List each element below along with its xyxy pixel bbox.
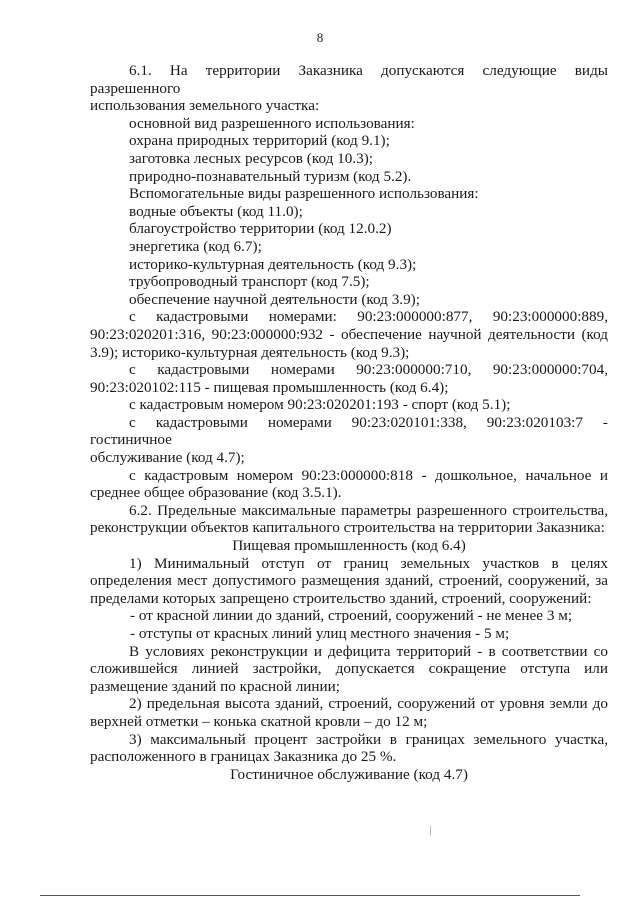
section-heading-hotel: Гостиничное обслуживание (код 4.7) [230, 765, 468, 783]
list-item: историко-культурная деятельность (код 9.3); [129, 255, 417, 273]
paragraph-6-2-line: реконструкции объектов капитального строительства на территории Заказника: [90, 519, 605, 537]
scan-artifact [430, 826, 431, 836]
section-heading-food: Пищевая промышленность (код 6.4) [232, 537, 466, 555]
list-item: энергетика (код 6.7); [129, 237, 262, 255]
food-paragraph-line: размещение зданий по красной линии; [90, 677, 341, 695]
food-paragraph-line: верхней отметки – конька скатной кровли – до 12 м; [90, 712, 428, 730]
main-use-label: основной вид разрешенного использования: [129, 114, 415, 132]
cadastral-line: 3.9); историко-культурная деятельность (код 9.3); [90, 343, 410, 361]
aux-use-label: Вспомогательные виды разрешенного использования: [129, 185, 479, 203]
paragraph-6-1-line: использования земельного участка: [90, 97, 320, 115]
cadastral-line: среднее общее образование (код 3.5.1). [90, 484, 342, 502]
food-paragraph-line: 2) предельная высота зданий, строений, сооружений от уровня земли до [129, 695, 608, 713]
list-item: охрана природных территорий (код 9.1); [129, 132, 390, 150]
cadastral-line: с кадастровыми номерами: 90:23:000000:877, 90:23:000000:889, [129, 308, 608, 326]
list-item: трубопроводный транспорт (код 7.5); [129, 273, 370, 291]
list-item: заготовка лесных ресурсов (код 10.3); [129, 149, 373, 167]
food-paragraph-line: 3) максимальный процент застройки в границах земельного участка, [129, 730, 608, 748]
cadastral-line: с кадастровыми номерами 90:23:020101:338, 90:23:020103:7 - гостиничное [90, 413, 608, 449]
cadastral-line: обслуживание (код 4.7); [90, 449, 245, 467]
cadastral-line: с кадастровым номером 90:23:020201:193 - спорт (код 5.1); [129, 396, 511, 414]
food-paragraph-line: 1) Минимальный отступ от границ земельных участков в целях [129, 554, 608, 572]
food-paragraph-line: сложившейся линией застройки, допускается сокращение отступа или [90, 660, 608, 678]
paragraph-6-1-line: 6.1. На территории Заказника допускаются следующие виды разрешенного [90, 62, 608, 97]
dash-item: - отступы от красных линий улиц местного значения - 5 м; [130, 625, 510, 642]
food-paragraph-line: определения мест допустимого размещения зданий, строений, сооружений, за [90, 572, 608, 590]
food-paragraph-line: пределами которых запрещено строительство зданий, строений, сооружений: [90, 589, 592, 607]
cadastral-line: 90:23:020201:316, 90:23:000000:932 - обеспечение научной деятельности (код [90, 325, 608, 343]
dash-item: - от красной линии до зданий, строений, сооружений - не менее 3 м; [130, 607, 573, 625]
list-item: благоустройство территории (код 12.0.2) [129, 220, 392, 238]
document-body [90, 62, 608, 783]
footer-divider [40, 895, 580, 896]
cadastral-line: с кадастровыми номерами 90:23:000000:710, 90:23:000000:704, [129, 361, 608, 379]
cadastral-line: 90:23:020102:115 - пищевая промышленность (код 6.4); [90, 378, 449, 396]
paragraph-6-2-line: 6.2. Предельные максимальные параметры разрешенного строительства, [129, 501, 608, 519]
food-paragraph-line: В условиях реконструкции и дефицита территорий - в соответствии со [129, 642, 608, 660]
food-paragraph-line: расположенного в границах Заказника до 25 %. [90, 748, 397, 766]
list-item: природно-познавательный туризм (код 5.2). [129, 167, 412, 185]
cadastral-line: с кадастровым номером 90:23:000000:818 - дошкольное, начальное и [129, 466, 608, 484]
list-item: водные объекты (код 11.0); [129, 202, 303, 220]
list-item: обеспечение научной деятельности (код 3.9); [129, 290, 420, 308]
page-number: 8 [316, 30, 324, 45]
